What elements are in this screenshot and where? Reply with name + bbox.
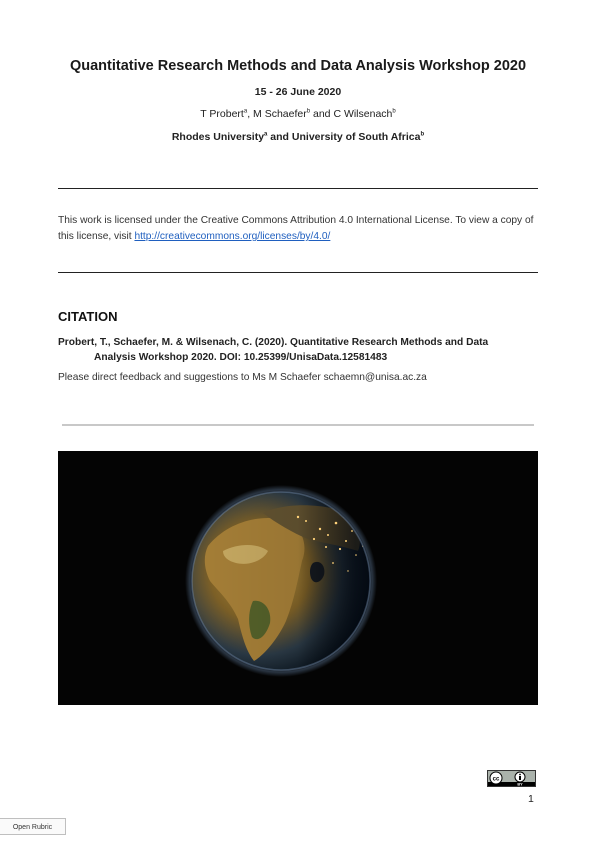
open-rubric-tab[interactable]: Open Rubric: [0, 818, 66, 835]
affiliation-sep: and: [267, 131, 292, 143]
affiliations: [0, 131, 596, 143]
citation-line-1: Probert, T., Schaefer, M. & Wilsenach, C. (2020). Quantitative Research Methods and Data: [58, 337, 489, 348]
author-2-sup: b: [306, 108, 311, 115]
earth-globe-illustration: [58, 451, 538, 705]
citation-reference: [58, 335, 538, 365]
by-icon-text: BY: [517, 782, 523, 786]
affiliation-1-sup: a: [264, 131, 268, 138]
license-text: This work is licensed under the Creative Commons Attribution 4.0 International License. To view a copy of this license, visit: [58, 215, 534, 242]
earth-image: [58, 451, 538, 705]
affiliation-2-sup: b: [420, 131, 425, 138]
author-1: T Probert: [200, 108, 244, 120]
author-list: [0, 108, 596, 120]
workshop-dates: 15 - 26 June 2020: [254, 86, 342, 98]
cc-icon-text: cc: [492, 776, 500, 783]
author-1-sup: a: [243, 108, 248, 115]
license-notice: [58, 213, 540, 245]
page-number: 1: [528, 793, 534, 805]
divider-top: [58, 188, 538, 189]
affiliation-1: Rhodes University: [171, 131, 265, 143]
affiliation-2: University of South Africa: [291, 131, 421, 143]
citation-heading: CITATION: [58, 309, 118, 324]
document-title: Quantitative Research Methods and Data Analysis Workshop 2020: [69, 58, 527, 74]
section-separator: [62, 424, 534, 426]
author-sep-1: ,: [247, 108, 254, 120]
license-link[interactable]: http://creativecommons.org/licenses/by/4.0/: [134, 231, 331, 242]
divider-bottom: [58, 272, 538, 273]
cc-by-license-icon: [487, 770, 536, 787]
feedback-note: Please direct feedback and suggestions to Ms M Schaefer schaemn@unisa.ac.za: [58, 372, 427, 383]
author-3: C Wilsenach: [333, 108, 393, 120]
citation-line-2: Analysis Workshop 2020. DOI: 10.25399/UnisaData.12581483: [94, 352, 388, 363]
author-2: M Schaefer: [253, 108, 307, 120]
author-3-sup: b: [392, 108, 396, 115]
author-sep-2: and: [310, 108, 334, 120]
